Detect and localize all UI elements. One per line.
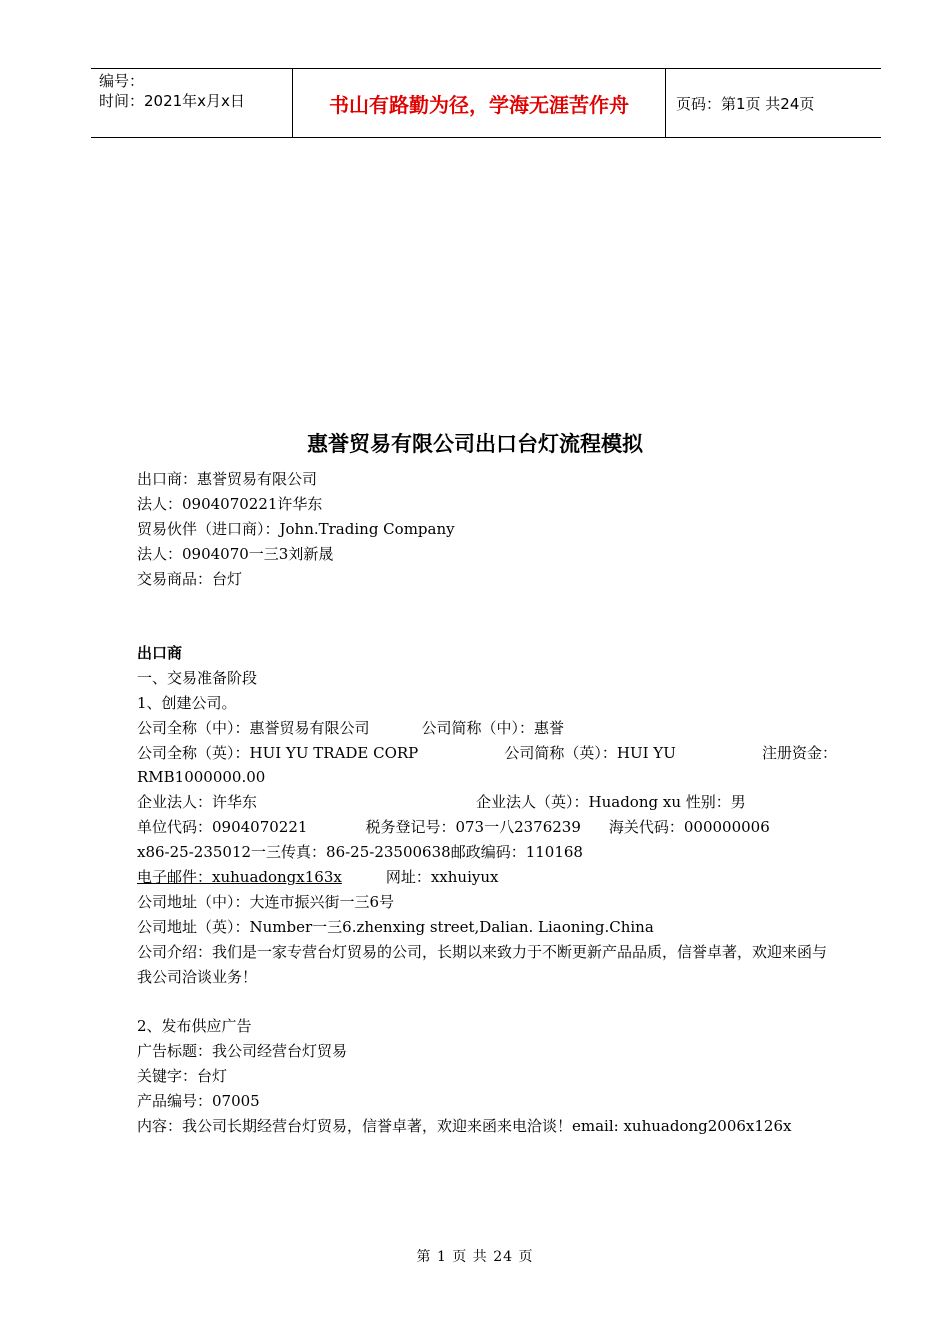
header-motto: 书山有路勤为径，学海无涯苦作舟 <box>293 69 666 137</box>
capital-value: RMB1000000.00 <box>137 768 266 787</box>
codes-row <box>137 815 837 840</box>
page-footer: 第 1 页 共 24 页 <box>416 1249 534 1265</box>
blank-line <box>137 990 837 1015</box>
company-short-cn: 公司简称（中）：惠誉 <box>421 718 565 737</box>
company-short-en: 公司简称（英）：HUI YU <box>504 743 676 762</box>
legal-person-2: 法人：0904070一三3刘新晟 <box>137 544 334 563</box>
ad-title: 广告标题：我公司经营台灯贸易 <box>137 1042 348 1061</box>
company-name-cn: 公司全称（中）：惠誉贸易有限公司 <box>137 718 370 737</box>
phone-fax-post-line: x86-25-235012一三传真：86-25-23500638邮政编码：110168 <box>137 843 583 862</box>
legal-rep-cn: 企业法人：许华东 <box>137 793 258 812</box>
header-meta-cell <box>91 69 293 137</box>
ad-content: 内容：我公司长期经营台灯贸易，信誉卓著，欢迎来函来电洽谈！email: xuhuadong2006x126x <box>137 1116 792 1135</box>
header-page-info: 页码：第1页 共24页 <box>676 94 815 113</box>
company-en-row <box>137 741 837 766</box>
keyword-line: 关键字：台灯 <box>137 1067 228 1086</box>
document-header <box>91 68 881 138</box>
step1-heading: 1、创建公司。 <box>137 693 237 712</box>
company-name-en: 公司全称（英）：HUI YU TRADE CORP <box>137 743 419 762</box>
address-cn: 公司地址（中）：大连市振兴街一三6号 <box>137 892 395 911</box>
email-line: 电子邮件：xuhuadongx163x <box>137 868 342 887</box>
contact-row <box>137 865 837 890</box>
company-profile: 公司介绍：我们是一家专营台灯贸易的公司，长期以来致力于不断更新产品品质，信誉卓著，欢迎来函与我公司洽谈业务！ <box>137 942 828 986</box>
step2-heading: 2、发布供应广告 <box>137 1017 252 1036</box>
website-line: 网址：xxhuiyux <box>385 868 499 887</box>
unit-code: 单位代码：0904070221 <box>137 818 308 837</box>
legal-rep-row <box>137 790 837 815</box>
stage-heading: 一、交易准备阶段 <box>137 668 258 687</box>
intro-block <box>137 467 837 591</box>
tax-code: 税务登记号：073一八2376239 <box>365 818 581 837</box>
address-en: 公司地址（英）：Number一三6.zhenxing street,Dalian. Liaoning.China <box>137 917 654 936</box>
exporter-line: 出口商：惠誉贸易有限公司 <box>137 470 318 488</box>
product-number: 产品编号：07005 <box>137 1092 260 1111</box>
section-heading: 出口商 <box>137 644 183 662</box>
exporter-section <box>137 641 837 1139</box>
legal-rep-en: 企业法人（英）：Huadong xu 性别：男 <box>476 793 746 812</box>
goods-line: 交易商品：台灯 <box>137 569 243 588</box>
document-title: 惠誉贸易有限公司出口台灯流程模拟 <box>307 432 643 456</box>
customs-code: 海关代码：000000006 <box>608 818 770 837</box>
legal-person-1: 法人：0904070221许华东 <box>137 494 323 513</box>
company-name-row <box>137 716 837 741</box>
time-label: 时间：2021年x月x日 <box>99 92 245 110</box>
number-label: 编号： <box>99 72 145 90</box>
capital-label: 注册资金： <box>761 743 837 762</box>
partner-line: 贸易伙伴（进口商）：John.Trading Company <box>137 519 455 538</box>
